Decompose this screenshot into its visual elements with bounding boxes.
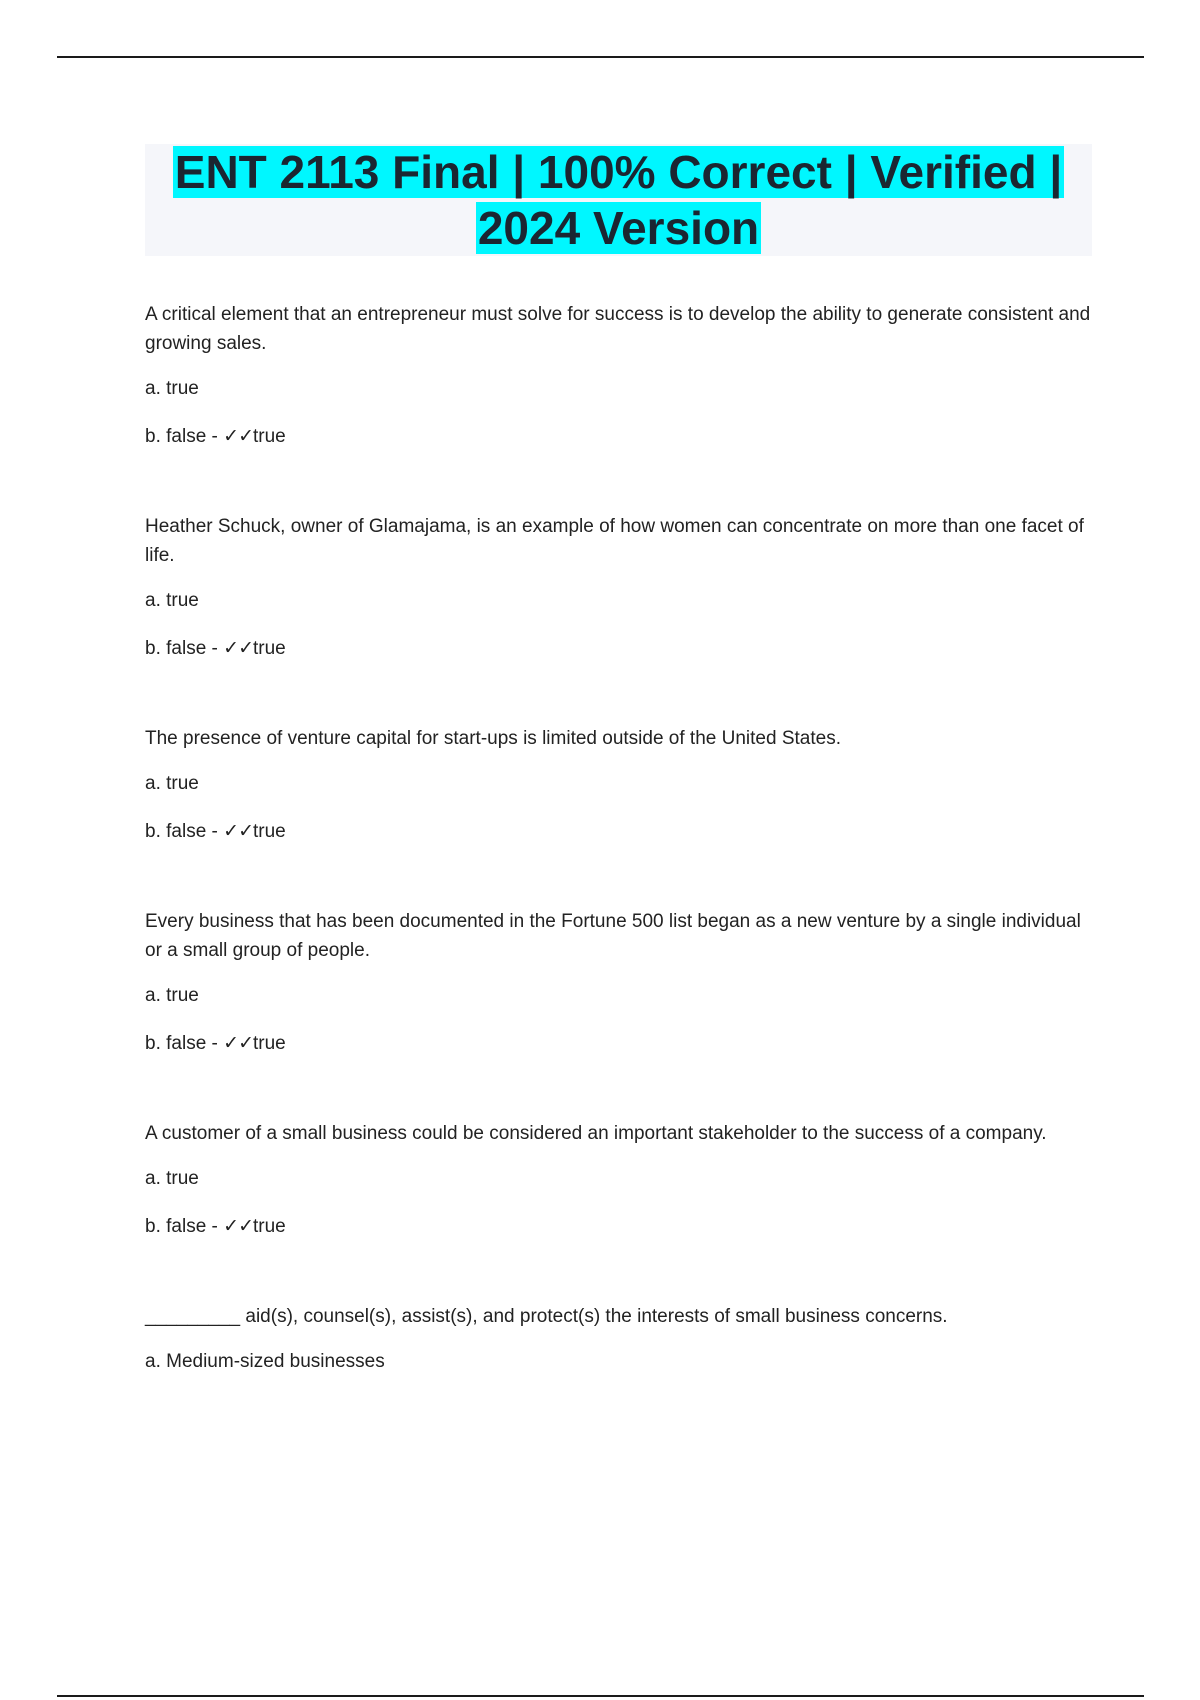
title-text-1: ENT 2113 Final | 100% Correct | Verified | [174,146,1063,198]
checkmark-icon: ✓✓ [223,637,253,659]
question-block [145,300,1095,451]
checkmark-icon: ✓✓ [223,425,253,447]
option-a: a. Medium-sized businesses [145,1351,385,1372]
answer-text: true [253,426,286,447]
answer-text: true [253,821,286,842]
title-line-1 [145,144,1092,200]
checkmark-icon: ✓✓ [223,1215,253,1237]
option-b-with-answer [145,1029,1095,1058]
checkmark-icon: ✓✓ [223,1032,253,1054]
question-text: Every business that has been documented in the Fortune 500 list began as a new venture by a single individual or a small group of people. [145,911,1081,961]
answer-text: true [253,638,286,659]
option-a: a. true [145,773,199,794]
option-b-label: b. false - [145,821,218,842]
question-text: The presence of venture capital for start-ups is limited outside of the United States. [145,728,841,749]
option-b-with-answer [145,817,1095,846]
bottom-rule [57,1695,1144,1697]
question-block [145,907,1095,1058]
option-b-with-answer [145,422,1095,451]
question-list [145,300,1095,1437]
option-b-with-answer [145,1212,1095,1241]
question-block [145,512,1095,663]
option-b-with-answer [145,634,1095,663]
checkmark-icon: ✓✓ [223,820,253,842]
answer-text: true [253,1216,286,1237]
question-text: A customer of a small business could be considered an important stakeholder to the success of a company. [145,1123,1047,1144]
option-b-label: b. false - [145,638,218,659]
option-b-label: b. false - [145,1216,218,1237]
question-block [145,1119,1095,1241]
question-text: A critical element that an entrepreneur must solve for success is to develop the ability to generate consistent and growing sales. [145,304,1091,354]
question-text: Heather Schuck, owner of Glamajama, is an example of how women can concentrate on more than one facet of life. [145,516,1084,566]
option-a: a. true [145,378,199,399]
question-block [145,1302,1095,1376]
question-text: _________ aid(s), counsel(s), assist(s), and protect(s) the interests of small business concerns. [145,1306,948,1327]
title-line-2 [145,200,1092,256]
question-block [145,724,1095,846]
top-rule [57,56,1144,58]
option-b-label: b. false - [145,1033,218,1054]
option-b-label: b. false - [145,426,218,447]
option-a: a. true [145,985,199,1006]
document-title [145,144,1092,256]
option-a: a. true [145,1168,199,1189]
answer-text: true [253,1033,286,1054]
option-a: a. true [145,590,199,611]
title-text-2: 2024 Version [477,202,760,254]
